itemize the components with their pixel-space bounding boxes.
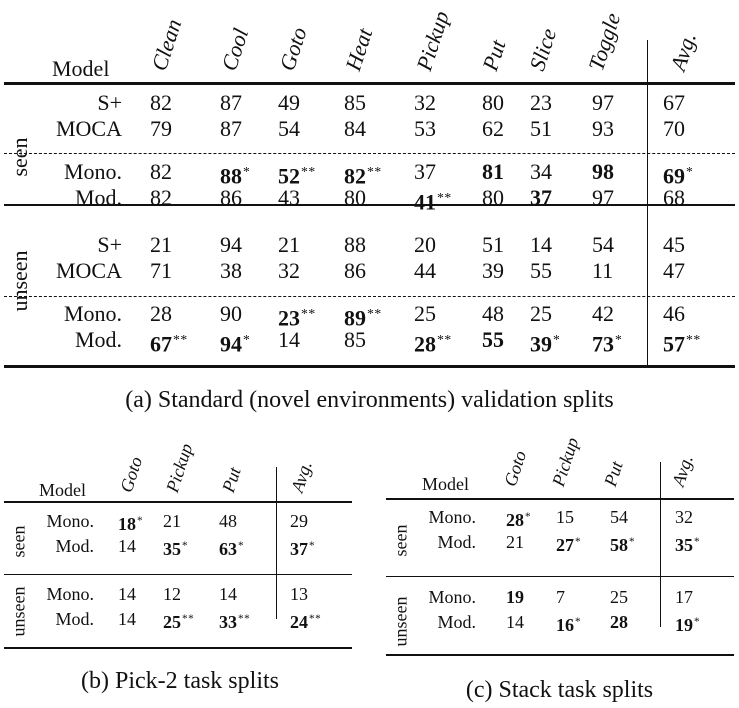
significance-marker: ** (238, 613, 251, 625)
cell-value: 11 (592, 258, 614, 283)
table-cell (344, 258, 366, 284)
bottom-rule (386, 654, 734, 656)
significance-marker: * (575, 536, 582, 548)
table-cell (530, 258, 552, 284)
row-model-label: Mod. (437, 532, 476, 552)
cell-value: 37 (530, 185, 552, 210)
col-header-put: Put (600, 458, 627, 489)
table-cell (663, 90, 685, 116)
significance-marker: ** (301, 306, 316, 321)
table-cell (592, 159, 614, 185)
row-model-label: S+ (97, 90, 122, 115)
table-cell (220, 301, 242, 327)
row-model-label: Mono. (63, 159, 122, 184)
cell-value: 39 (482, 258, 504, 283)
table-cell (663, 301, 685, 327)
cell-value: 67 (663, 90, 685, 115)
row-model-label: Mod. (437, 612, 476, 632)
table-cell (219, 535, 244, 560)
table-cell (118, 583, 136, 605)
cell-value: 90 (220, 301, 242, 326)
table-cell (290, 535, 315, 560)
table-cell (163, 510, 181, 532)
table-cell (220, 185, 242, 211)
table-cell (610, 531, 635, 556)
significance-marker: ** (437, 332, 452, 347)
top-rule (386, 498, 734, 500)
table-cell (482, 327, 504, 353)
cell-value: 45 (663, 232, 685, 257)
table-cell (556, 531, 581, 556)
cell-value: 35 (675, 535, 693, 556)
table-cell (414, 327, 452, 358)
cell-value: 32 (414, 90, 436, 115)
table-cell (592, 258, 613, 284)
table-cell (219, 510, 237, 532)
table-cell (556, 611, 581, 636)
col-header-clean: Clean (146, 15, 187, 74)
col-header-pickup: Pickup (548, 434, 583, 489)
cell-value: 63 (219, 539, 237, 560)
cell-value: 48 (219, 511, 237, 531)
cell-value: 68 (663, 185, 685, 210)
cell-value: 14 (118, 536, 136, 556)
cell-value: 82 (150, 159, 172, 184)
significance-marker: * (694, 536, 701, 548)
cell-value: 14 (118, 609, 136, 629)
col-header-toggle: Toggle (583, 9, 626, 74)
cell-value: 25 (610, 587, 628, 607)
cell-value: 53 (414, 116, 436, 141)
cell-value: 81 (482, 159, 504, 184)
cell-value: 35 (163, 539, 181, 560)
row-model-label: Mono. (46, 584, 94, 604)
table-cell (118, 608, 136, 630)
group-label-seen: seen (7, 137, 32, 177)
cell-value: 19 (675, 615, 693, 636)
table-cell (482, 90, 504, 116)
table-cell (592, 90, 614, 116)
top-rule (4, 82, 735, 85)
table-cell (220, 327, 250, 358)
table-cell (278, 258, 300, 284)
table-cell (219, 608, 250, 633)
table-cell (592, 301, 614, 327)
significance-marker: ** (301, 164, 316, 179)
cell-value: 82 (150, 90, 172, 115)
significance-marker: ** (182, 613, 195, 625)
cell-value: 21 (506, 532, 524, 552)
table-cell (290, 608, 321, 633)
cell-value: 82 (150, 185, 172, 210)
cell-value: 97 (592, 90, 614, 115)
col-header-avg: Avg. (668, 452, 697, 489)
caption-b: (b) Pick-2 task splits (81, 668, 279, 694)
table-cell (414, 301, 436, 327)
cell-value: 54 (592, 232, 614, 257)
table-cell (663, 232, 685, 258)
cell-value: 28 (414, 331, 436, 357)
table-cell (530, 159, 552, 185)
table-cell (150, 116, 172, 142)
cell-value: 85 (344, 90, 366, 115)
cell-value: 23 (278, 305, 300, 331)
cell-value: 58 (610, 535, 628, 556)
table-cell (414, 185, 452, 216)
cell-value: 57 (663, 331, 685, 357)
significance-marker: * (575, 616, 582, 628)
table-cell (414, 232, 436, 258)
table-cell (414, 258, 436, 284)
table-cell (414, 116, 436, 142)
table-cell (278, 116, 300, 142)
cell-value: 80 (344, 185, 366, 210)
cell-value: 7 (556, 587, 565, 607)
cell-value: 55 (482, 327, 504, 352)
cell-value: 21 (150, 232, 172, 257)
cell-value: 14 (530, 232, 552, 257)
significance-marker: * (137, 515, 144, 527)
cell-value: 25 (414, 301, 436, 326)
cell-value: 80 (482, 90, 504, 115)
model-column-header: Model (39, 480, 86, 500)
table-cell (610, 611, 628, 633)
table-cell (150, 185, 172, 211)
cell-value: 28 (610, 612, 628, 632)
cell-value: 93 (592, 116, 614, 141)
significance-marker: * (686, 164, 694, 179)
table-cell (163, 608, 194, 633)
model-column-header: Model (422, 474, 469, 494)
significance-marker: * (615, 332, 623, 347)
significance-marker: * (309, 540, 316, 552)
mid-rule (386, 576, 734, 577)
row-model-label: Mod. (55, 609, 94, 629)
table-cell (506, 586, 524, 608)
cell-value: 94 (220, 331, 242, 357)
table-cell (530, 116, 552, 142)
significance-marker: * (553, 332, 561, 347)
cell-value: 25 (163, 612, 181, 633)
cell-value: 19 (506, 587, 524, 607)
group-label-unseen: unseen (7, 250, 32, 312)
table-cell (344, 232, 366, 258)
cell-value: 28 (506, 510, 524, 531)
top-rule (4, 501, 352, 503)
cell-value: 33 (219, 612, 237, 633)
table-cell (610, 586, 628, 608)
table-cell (530, 327, 560, 358)
row-model-label: MOCA (55, 258, 122, 283)
table-cell (220, 90, 242, 116)
significance-marker: ** (437, 190, 452, 205)
col-header-heat: Heat (340, 25, 378, 74)
table-cell (482, 185, 504, 211)
row-model-label: Mono. (46, 511, 94, 531)
cell-value: 48 (482, 301, 504, 326)
bottom-rule (4, 365, 735, 368)
table-cell (592, 116, 614, 142)
col-header-goto: Goto (116, 454, 147, 495)
cell-value: 29 (290, 511, 308, 531)
cell-value: 87 (220, 116, 242, 141)
col-header-goto: Goto (274, 24, 312, 74)
cell-value: 82 (344, 163, 366, 189)
cell-value: 20 (414, 232, 436, 257)
cell-value: 52 (278, 163, 300, 189)
table-cell (482, 232, 504, 258)
col-header-avg: Avg. (665, 29, 701, 74)
bottom-rule (4, 647, 352, 649)
table-cell (278, 185, 300, 211)
avg-separator (276, 467, 277, 619)
significance-marker: ** (309, 613, 322, 625)
cell-value: 42 (592, 301, 614, 326)
cell-value: 24 (290, 612, 308, 633)
cell-value: 14 (118, 584, 136, 604)
table-cell (414, 90, 436, 116)
col-header-pickup: Pickup (411, 7, 454, 74)
col-header-put: Put (477, 36, 511, 74)
table-cell (163, 583, 181, 605)
table-cell (220, 116, 242, 142)
col-header-goto: Goto (500, 448, 531, 489)
cell-value: 47 (663, 258, 685, 283)
cell-value: 32 (278, 258, 300, 283)
cell-value: 54 (278, 116, 300, 141)
row-model-label: Mod. (74, 185, 122, 210)
table-cell (530, 90, 552, 116)
significance-marker: ** (367, 306, 382, 321)
table-cell (220, 258, 242, 284)
table-cell (663, 258, 685, 284)
significance-marker: ** (173, 332, 188, 347)
cell-value: 27 (556, 535, 574, 556)
table-cell (530, 185, 552, 211)
cell-value: 70 (663, 116, 685, 141)
cell-value: 84 (344, 116, 366, 141)
table-cell (150, 90, 172, 116)
table-cell (592, 232, 614, 258)
table-cell (506, 506, 531, 531)
cell-value: 41 (414, 189, 436, 215)
cell-value: 25 (530, 301, 552, 326)
cell-value: 14 (278, 327, 300, 352)
significance-marker: * (694, 616, 701, 628)
table-cell (663, 327, 701, 358)
table-cell (610, 506, 628, 528)
col-header-pickup: Pickup (162, 440, 197, 495)
cell-value: 14 (506, 612, 524, 632)
table-cell (344, 327, 366, 353)
col-header-slice: Slice (524, 25, 562, 74)
cell-value: 87 (220, 90, 242, 115)
row-model-label: Mono. (63, 301, 122, 326)
cell-value: 18 (118, 514, 136, 535)
significance-marker: * (243, 332, 251, 347)
table-cell (482, 301, 504, 327)
cell-value: 37 (414, 159, 436, 184)
table-cell (344, 116, 366, 142)
cell-value: 12 (163, 584, 181, 604)
cell-value: 71 (150, 258, 172, 283)
row-model-label: Mono. (428, 507, 476, 527)
group-label-unseen: unseen (390, 596, 411, 647)
col-header-put: Put (218, 464, 245, 495)
significance-marker: * (525, 511, 532, 523)
cell-value: 54 (610, 507, 628, 527)
col-header-cool: Cool (216, 25, 254, 74)
group-label-seen: seen (390, 524, 411, 557)
table-cell (150, 327, 188, 358)
table-cell (278, 327, 300, 353)
table-cell (506, 531, 524, 553)
table-cell (592, 185, 614, 211)
cell-value: 49 (278, 90, 300, 115)
table-cell (482, 258, 504, 284)
cell-value: 94 (220, 232, 242, 257)
cell-value: 21 (278, 232, 300, 257)
table-cell (344, 90, 366, 116)
significance-marker: ** (367, 164, 382, 179)
table-cell (556, 506, 574, 528)
model-column-header: Model (52, 56, 110, 81)
cell-value: 88 (344, 232, 366, 257)
table-cell (530, 232, 552, 258)
table-cell (219, 583, 237, 605)
row-model-label: Mono. (428, 587, 476, 607)
cell-value: 86 (220, 185, 242, 210)
cell-value: 69 (663, 163, 685, 189)
significance-marker: * (182, 540, 189, 552)
cell-value: 55 (530, 258, 552, 283)
table-cell (506, 611, 524, 633)
cell-value: 13 (290, 584, 308, 604)
significance-marker: ** (686, 332, 701, 347)
cell-value: 97 (592, 185, 614, 210)
cell-value: 23 (530, 90, 552, 115)
cell-value: 38 (220, 258, 242, 283)
cell-value: 73 (592, 331, 614, 357)
table-cell (150, 159, 172, 185)
cell-value: 37 (290, 539, 308, 560)
table-cell (290, 510, 308, 532)
table-cell (530, 301, 552, 327)
cell-value: 86 (344, 258, 366, 283)
cell-value: 14 (219, 584, 237, 604)
table-cell (675, 586, 693, 608)
dashed-separator (4, 296, 735, 297)
cell-value: 79 (150, 116, 172, 141)
table-cell (414, 159, 436, 185)
col-header-avg: Avg. (287, 458, 316, 495)
cell-value: 98 (592, 159, 614, 184)
table-cell (150, 232, 172, 258)
cell-value: 51 (482, 232, 504, 257)
cell-value: 80 (482, 185, 504, 210)
cell-value: 15 (556, 507, 574, 527)
cell-value: 62 (482, 116, 504, 141)
caption-c: (c) Stack task splits (465, 677, 654, 703)
table-cell (592, 327, 622, 358)
cell-value: 39 (530, 331, 552, 357)
mid-rule (4, 574, 352, 575)
row-model-label: MOCA (55, 116, 122, 141)
table-cell (278, 90, 300, 116)
table-cell (278, 232, 300, 258)
cell-value: 21 (163, 511, 181, 531)
table-cell (290, 583, 308, 605)
table-cell (118, 510, 143, 535)
row-model-label: Mod. (55, 536, 94, 556)
group-label-seen: seen (8, 525, 29, 558)
cell-value: 34 (530, 159, 552, 184)
avg-separator (660, 462, 661, 627)
cell-value: 46 (663, 301, 685, 326)
table-cell (663, 185, 685, 211)
table-cell (163, 535, 188, 560)
significance-marker: * (243, 164, 251, 179)
group-label-unseen: unseen (8, 586, 29, 637)
cell-value: 85 (344, 327, 366, 352)
table-cell (675, 506, 693, 528)
table-cell (220, 232, 242, 258)
table-cell (118, 535, 136, 557)
cell-value: 44 (414, 258, 436, 283)
table-cell (150, 258, 172, 284)
table-cell (675, 611, 700, 636)
table-cell (556, 586, 565, 608)
table-cell (150, 301, 172, 327)
row-model-label: S+ (97, 232, 122, 257)
row-model-label: Mod. (74, 327, 122, 352)
cell-value: 32 (675, 507, 693, 527)
cell-value: 16 (556, 615, 574, 636)
dashed-separator (4, 153, 735, 154)
table-cell (482, 159, 504, 185)
cell-value: 51 (530, 116, 552, 141)
table-cell (663, 116, 685, 142)
table-cell (482, 116, 504, 142)
table-cell (675, 531, 700, 556)
cell-value: 88 (220, 163, 242, 189)
cell-value: 17 (675, 587, 693, 607)
caption-a: (a) Standard (novel environments) validation splits (125, 387, 614, 413)
significance-marker: * (238, 540, 245, 552)
cell-value: 67 (150, 331, 172, 357)
cell-value: 28 (150, 301, 172, 326)
table-cell (344, 185, 366, 211)
cell-value: 89 (344, 305, 366, 331)
cell-value: 43 (278, 185, 300, 210)
significance-marker: * (629, 536, 636, 548)
